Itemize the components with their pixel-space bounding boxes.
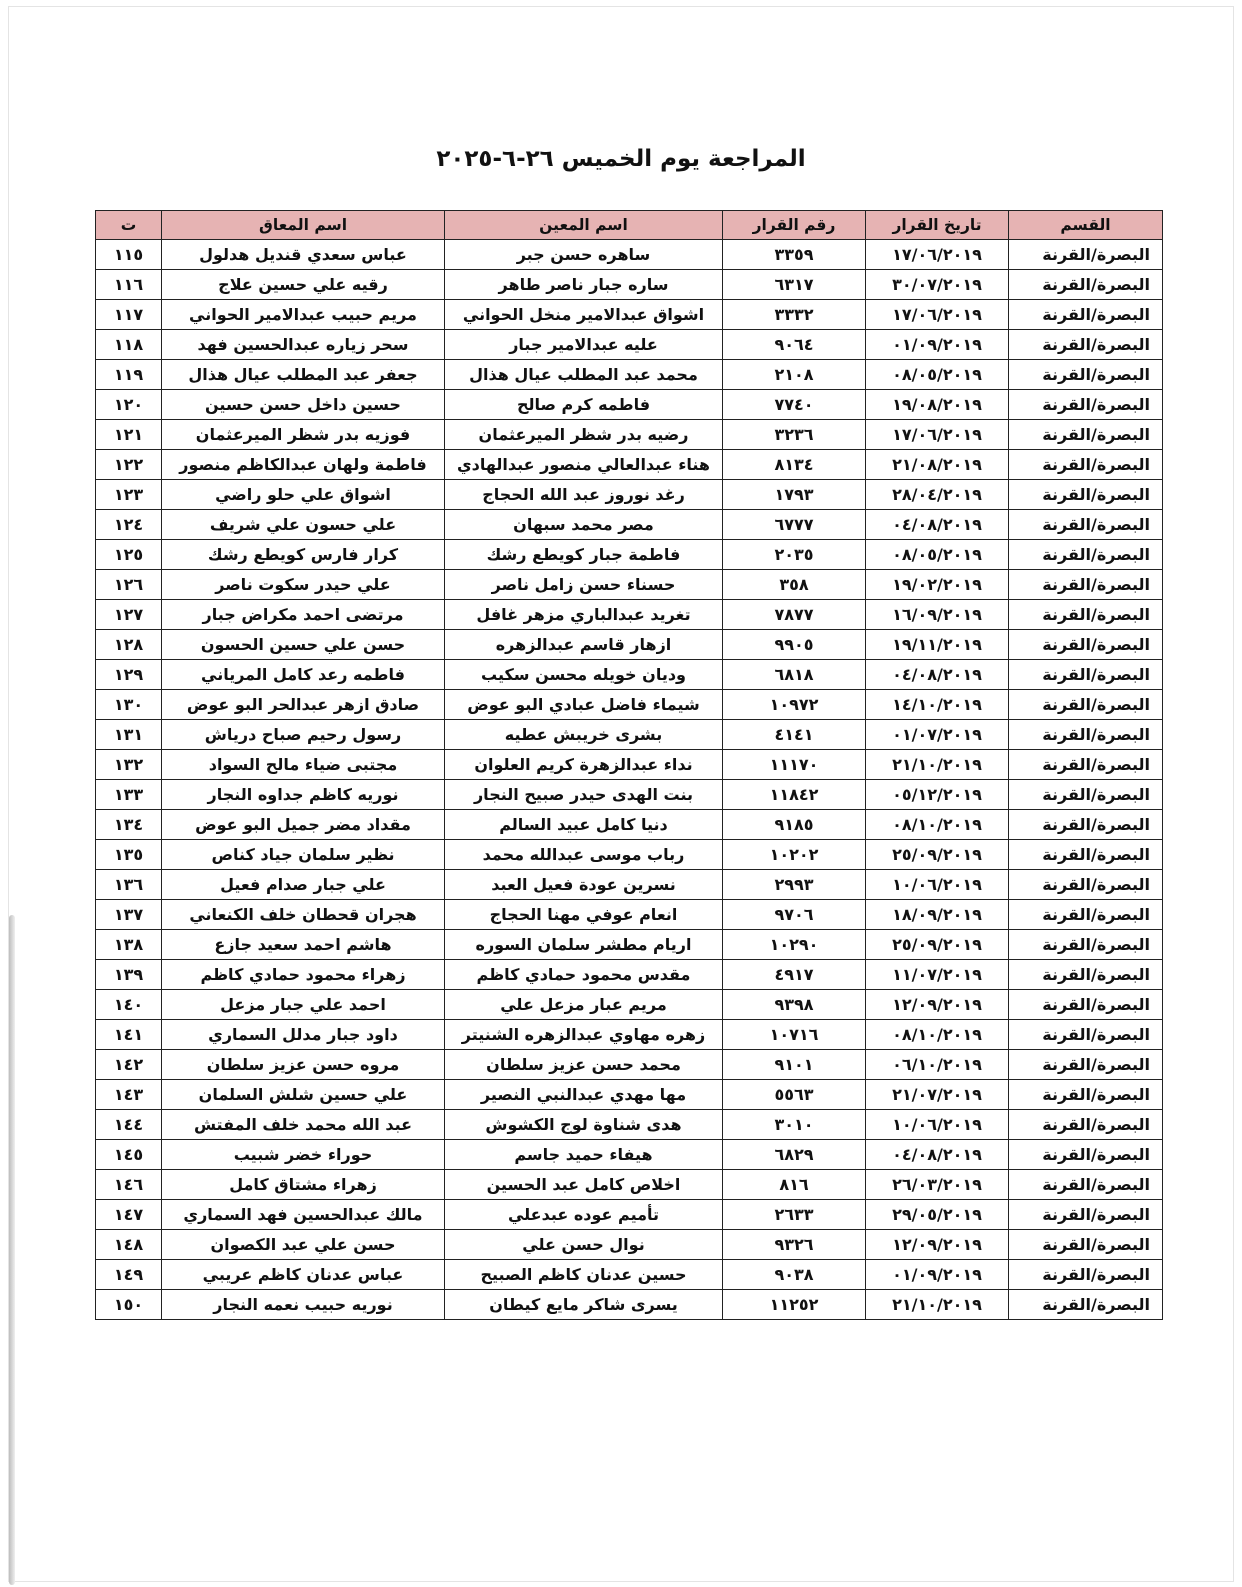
cell-decision-number: ١١١٧٠ bbox=[723, 750, 866, 780]
cell-decision-date: ١٩/٠٨/٢٠١٩ bbox=[866, 390, 1009, 420]
cell-seq: ١١٥ bbox=[96, 240, 162, 270]
cell-helper-name: ساره جبار ناصر طاهر bbox=[445, 270, 723, 300]
cell-disabled-name: هاشم احمد سعيد جازع bbox=[162, 930, 445, 960]
cell-department: البصرة/القرنة bbox=[1009, 1200, 1163, 1230]
header-decision-number: رقم القرار bbox=[723, 211, 866, 240]
cell-department: البصرة/القرنة bbox=[1009, 270, 1163, 300]
cell-decision-date: ٠٨/٠٥/٢٠١٩ bbox=[866, 360, 1009, 390]
table-row bbox=[96, 540, 1163, 570]
cell-seq: ١٣٥ bbox=[96, 840, 162, 870]
cell-decision-number: ٤١٤١ bbox=[723, 720, 866, 750]
cell-decision-date: ١٢/٠٩/٢٠١٩ bbox=[866, 990, 1009, 1020]
cell-seq: ١٣٦ bbox=[96, 870, 162, 900]
table-row bbox=[96, 1080, 1163, 1110]
table-row bbox=[96, 870, 1163, 900]
cell-decision-date: ٠١/٠٩/٢٠١٩ bbox=[866, 1260, 1009, 1290]
cell-disabled-name: زهراء محمود حمادي كاظم bbox=[162, 960, 445, 990]
table-row bbox=[96, 300, 1163, 330]
cell-decision-number: ٩٠٣٨ bbox=[723, 1260, 866, 1290]
cell-department: البصرة/القرنة bbox=[1009, 1080, 1163, 1110]
cell-decision-date: ١٧/٠٦/٢٠١٩ bbox=[866, 300, 1009, 330]
cell-helper-name: حسناء حسن زامل ناصر bbox=[445, 570, 723, 600]
cell-decision-number: ٩٧٠٦ bbox=[723, 900, 866, 930]
cell-decision-date: ٢٥/٠٩/٢٠١٩ bbox=[866, 930, 1009, 960]
cell-helper-name: زهره مهاوي عبدالزهره الشنيتر bbox=[445, 1020, 723, 1050]
cell-decision-number: ١١٢٥٢ bbox=[723, 1290, 866, 1320]
cell-seq: ١٤٨ bbox=[96, 1230, 162, 1260]
cell-disabled-name: علي حسين شلش السلمان bbox=[162, 1080, 445, 1110]
cell-helper-name: رباب موسى عبدالله محمد bbox=[445, 840, 723, 870]
cell-disabled-name: سحر زياره عبدالحسين فهد bbox=[162, 330, 445, 360]
cell-seq: ١١٩ bbox=[96, 360, 162, 390]
cell-disabled-name: داود جبار مدلل السماري bbox=[162, 1020, 445, 1050]
cell-decision-number: ٩٠٦٤ bbox=[723, 330, 866, 360]
cell-decision-number: ١٠٩٧٢ bbox=[723, 690, 866, 720]
cell-decision-date: ١٦/٠٩/٢٠١٩ bbox=[866, 600, 1009, 630]
cell-decision-number: ٩٣٢٦ bbox=[723, 1230, 866, 1260]
cell-helper-name: يسرى شاكر مايع كيطان bbox=[445, 1290, 723, 1320]
table-row bbox=[96, 630, 1163, 660]
cell-decision-date: ٢١/٠٧/٢٠١٩ bbox=[866, 1080, 1009, 1110]
cell-department: البصرة/القرنة bbox=[1009, 930, 1163, 960]
cell-decision-number: ٩١٨٥ bbox=[723, 810, 866, 840]
cell-department: البصرة/القرنة bbox=[1009, 1140, 1163, 1170]
cell-helper-name: انعام عوفي مهنا الحجاج bbox=[445, 900, 723, 930]
table-row bbox=[96, 720, 1163, 750]
table-row bbox=[96, 270, 1163, 300]
cell-seq: ١٣٧ bbox=[96, 900, 162, 930]
cell-decision-number: ٣٥٨ bbox=[723, 570, 866, 600]
cell-disabled-name: علي حيدر سكوت ناصر bbox=[162, 570, 445, 600]
cell-disabled-name: مالك عبدالحسين فهد السماري bbox=[162, 1200, 445, 1230]
cell-helper-name: محمد عبد المطلب عيال هذال bbox=[445, 360, 723, 390]
cell-department: البصرة/القرنة bbox=[1009, 960, 1163, 990]
cell-decision-number: ٤٩١٧ bbox=[723, 960, 866, 990]
table-row bbox=[96, 990, 1163, 1020]
cell-department: البصرة/القرنة bbox=[1009, 870, 1163, 900]
cell-department: البصرة/القرنة bbox=[1009, 900, 1163, 930]
cell-decision-date: ١٩/١١/٢٠١٩ bbox=[866, 630, 1009, 660]
cell-seq: ١٢١ bbox=[96, 420, 162, 450]
cell-disabled-name: هجران قحطان خلف الكنعاني bbox=[162, 900, 445, 930]
cell-decision-date: ٢١/٠٨/٢٠١٩ bbox=[866, 450, 1009, 480]
cell-seq: ١٣٠ bbox=[96, 690, 162, 720]
cell-seq: ١٢٤ bbox=[96, 510, 162, 540]
cell-decision-date: ٢٨/٠٤/٢٠١٩ bbox=[866, 480, 1009, 510]
cell-disabled-name: مقداد مضر جميل البو عوض bbox=[162, 810, 445, 840]
cell-helper-name: اريام مطشر سلمان السوره bbox=[445, 930, 723, 960]
cell-helper-name: شيماء فاضل عبادي البو عوض bbox=[445, 690, 723, 720]
cell-decision-number: ٣٠١٠ bbox=[723, 1110, 866, 1140]
cell-department: البصرة/القرنة bbox=[1009, 660, 1163, 690]
cell-decision-date: ٠٤/٠٨/٢٠١٩ bbox=[866, 660, 1009, 690]
cell-decision-number: ٣٣٣٢ bbox=[723, 300, 866, 330]
cell-decision-date: ٢١/١٠/٢٠١٩ bbox=[866, 750, 1009, 780]
cell-department: البصرة/القرنة bbox=[1009, 360, 1163, 390]
cell-decision-date: ٠٨/١٠/٢٠١٩ bbox=[866, 1020, 1009, 1050]
cell-decision-number: ٨١٣٤ bbox=[723, 450, 866, 480]
table-row bbox=[96, 930, 1163, 960]
cell-seq: ١٤٢ bbox=[96, 1050, 162, 1080]
cell-disabled-name: مروه حسن عزيز سلطان bbox=[162, 1050, 445, 1080]
cell-disabled-name: مجتبى ضياء مالح السواد bbox=[162, 750, 445, 780]
cell-department: البصرة/القرنة bbox=[1009, 1020, 1163, 1050]
cell-seq: ١١٧ bbox=[96, 300, 162, 330]
cell-seq: ١٣٢ bbox=[96, 750, 162, 780]
cell-decision-date: ١٧/٠٦/٢٠١٩ bbox=[866, 240, 1009, 270]
cell-department: البصرة/القرنة bbox=[1009, 390, 1163, 420]
table-header-row bbox=[96, 211, 1163, 240]
cell-disabled-name: كرار فارس كويطع رشك bbox=[162, 540, 445, 570]
cell-helper-name: هناء عبدالعالي منصور عبدالهادي bbox=[445, 450, 723, 480]
cell-helper-name: ازهار قاسم عبدالزهره bbox=[445, 630, 723, 660]
cell-helper-name: عليه عبدالامير جبار bbox=[445, 330, 723, 360]
table-row bbox=[96, 570, 1163, 600]
table-row bbox=[96, 1230, 1163, 1260]
cell-seq: ١٢٢ bbox=[96, 450, 162, 480]
cell-disabled-name: حسن علي عبد الكصوان bbox=[162, 1230, 445, 1260]
cell-disabled-name: جعفر عبد المطلب عيال هذال bbox=[162, 360, 445, 390]
cell-helper-name: هيفاء حميد جاسم bbox=[445, 1140, 723, 1170]
cell-seq: ١٣٤ bbox=[96, 810, 162, 840]
cell-department: البصرة/القرنة bbox=[1009, 1230, 1163, 1260]
table-row bbox=[96, 1200, 1163, 1230]
cell-decision-date: ٠١/٠٩/٢٠١٩ bbox=[866, 330, 1009, 360]
cell-decision-number: ٦٣١٧ bbox=[723, 270, 866, 300]
cell-decision-number: ٣٢٣٦ bbox=[723, 420, 866, 450]
cell-disabled-name: احمد علي جبار مزعل bbox=[162, 990, 445, 1020]
header-seq: ت bbox=[96, 211, 162, 240]
cell-disabled-name: رقيه علي حسين علاج bbox=[162, 270, 445, 300]
cell-department: البصرة/القرنة bbox=[1009, 1110, 1163, 1140]
cell-helper-name: بشرى خريبش عطيه bbox=[445, 720, 723, 750]
cell-decision-date: ٢٦/٠٣/٢٠١٩ bbox=[866, 1170, 1009, 1200]
cell-decision-number: ٧٧٤٠ bbox=[723, 390, 866, 420]
cell-department: البصرة/القرنة bbox=[1009, 990, 1163, 1020]
cell-decision-date: ١٧/٠٦/٢٠١٩ bbox=[866, 420, 1009, 450]
cell-department: البصرة/القرنة bbox=[1009, 540, 1163, 570]
cell-disabled-name: نوريه كاظم جداوه النجار bbox=[162, 780, 445, 810]
cell-decision-date: ١٠/٠٦/٢٠١٩ bbox=[866, 1110, 1009, 1140]
cell-department: البصرة/القرنة bbox=[1009, 1050, 1163, 1080]
cell-decision-number: ٣٣٥٩ bbox=[723, 240, 866, 270]
cell-decision-date: ١١/٠٧/٢٠١٩ bbox=[866, 960, 1009, 990]
table-row bbox=[96, 390, 1163, 420]
cell-seq: ١٢٣ bbox=[96, 480, 162, 510]
cell-decision-number: ١٠٧١٦ bbox=[723, 1020, 866, 1050]
cell-decision-number: ١٧٩٣ bbox=[723, 480, 866, 510]
cell-helper-name: بنت الهدى حيدر صبيح النجار bbox=[445, 780, 723, 810]
cell-disabled-name: عباس سعدي قنديل هدلول bbox=[162, 240, 445, 270]
table-row bbox=[96, 510, 1163, 540]
review-table bbox=[95, 210, 1163, 1320]
table-row bbox=[96, 780, 1163, 810]
cell-decision-number: ١٠٢٠٢ bbox=[723, 840, 866, 870]
table-row bbox=[96, 420, 1163, 450]
cell-seq: ١٢٠ bbox=[96, 390, 162, 420]
cell-department: البصرة/القرنة bbox=[1009, 1260, 1163, 1290]
table-row bbox=[96, 810, 1163, 840]
cell-disabled-name: علي جبار صدام فعيل bbox=[162, 870, 445, 900]
cell-helper-name: مصر محمد سبهان bbox=[445, 510, 723, 540]
table-row bbox=[96, 330, 1163, 360]
cell-seq: ١٣١ bbox=[96, 720, 162, 750]
cell-helper-name: هدى شناوة لوج الكشوش bbox=[445, 1110, 723, 1140]
cell-decision-number: ٢٦٣٣ bbox=[723, 1200, 866, 1230]
header-helper-name: اسم المعين bbox=[445, 211, 723, 240]
cell-helper-name: نوال حسن علي bbox=[445, 1230, 723, 1260]
cell-helper-name: ساهره حسن جبر bbox=[445, 240, 723, 270]
cell-disabled-name: رسول رحيم صباح درياش bbox=[162, 720, 445, 750]
cell-helper-name: اخلاص كامل عبد الحسين bbox=[445, 1170, 723, 1200]
cell-department: البصرة/القرنة bbox=[1009, 1290, 1163, 1320]
cell-helper-name: دنيا كامل عبيد السالم bbox=[445, 810, 723, 840]
cell-disabled-name: علي حسون علي شريف bbox=[162, 510, 445, 540]
cell-helper-name: محمد حسن عزيز سلطان bbox=[445, 1050, 723, 1080]
cell-helper-name: نسرين عودة فعيل العبد bbox=[445, 870, 723, 900]
cell-helper-name: تغريد عبدالباري مزهر غافل bbox=[445, 600, 723, 630]
cell-seq: ١٣٨ bbox=[96, 930, 162, 960]
table-row bbox=[96, 1110, 1163, 1140]
cell-seq: ١٣٣ bbox=[96, 780, 162, 810]
cell-disabled-name: زهراء مشتاق كامل bbox=[162, 1170, 445, 1200]
cell-decision-number: ٢٠٣٥ bbox=[723, 540, 866, 570]
cell-decision-date: ٢٥/٠٩/٢٠١٩ bbox=[866, 840, 1009, 870]
table-row bbox=[96, 690, 1163, 720]
cell-disabled-name: عبد الله محمد خلف المفتش bbox=[162, 1110, 445, 1140]
cell-decision-number: ١١٨٤٢ bbox=[723, 780, 866, 810]
cell-helper-name: وديان خويله محسن سكيب bbox=[445, 660, 723, 690]
cell-seq: ١٢٧ bbox=[96, 600, 162, 630]
cell-decision-number: ٩١٠١ bbox=[723, 1050, 866, 1080]
cell-disabled-name: فاطمه رعد كامل المرياني bbox=[162, 660, 445, 690]
cell-decision-number: ٦٧٧٧ bbox=[723, 510, 866, 540]
cell-disabled-name: فوزيه بدر شظر الميرعثمان bbox=[162, 420, 445, 450]
cell-seq: ١٢٦ bbox=[96, 570, 162, 600]
cell-decision-date: ٠٨/٠٥/٢٠١٩ bbox=[866, 540, 1009, 570]
cell-decision-number: ١٠٢٩٠ bbox=[723, 930, 866, 960]
cell-department: البصرة/القرنة bbox=[1009, 840, 1163, 870]
cell-seq: ١٤٧ bbox=[96, 1200, 162, 1230]
cell-disabled-name: فاطمة ولهان عبدالكاظم منصور bbox=[162, 450, 445, 480]
cell-helper-name: فاطمه كرم صالح bbox=[445, 390, 723, 420]
cell-department: البصرة/القرنة bbox=[1009, 630, 1163, 660]
cell-disabled-name: حسن علي حسين الحسون bbox=[162, 630, 445, 660]
cell-seq: ١٤٩ bbox=[96, 1260, 162, 1290]
cell-seq: ١٢٩ bbox=[96, 660, 162, 690]
cell-seq: ١١٨ bbox=[96, 330, 162, 360]
cell-decision-number: ٢٩٩٣ bbox=[723, 870, 866, 900]
table-row bbox=[96, 240, 1163, 270]
cell-department: البصرة/القرنة bbox=[1009, 1170, 1163, 1200]
cell-seq: ١١٦ bbox=[96, 270, 162, 300]
cell-decision-date: ٠٦/١٠/٢٠١٩ bbox=[866, 1050, 1009, 1080]
cell-decision-date: ٢١/١٠/٢٠١٩ bbox=[866, 1290, 1009, 1320]
table-row bbox=[96, 1290, 1163, 1320]
cell-disabled-name: صادق ازهر عبدالحر البو عوض bbox=[162, 690, 445, 720]
cell-seq: ١٤١ bbox=[96, 1020, 162, 1050]
table-row bbox=[96, 1140, 1163, 1170]
cell-helper-name: مها مهدي عبدالنبي النصير bbox=[445, 1080, 723, 1110]
cell-seq: ١٤٣ bbox=[96, 1080, 162, 1110]
cell-seq: ١٤٦ bbox=[96, 1170, 162, 1200]
cell-department: البصرة/القرنة bbox=[1009, 480, 1163, 510]
cell-department: البصرة/القرنة bbox=[1009, 720, 1163, 750]
cell-department: البصرة/القرنة bbox=[1009, 690, 1163, 720]
table-row bbox=[96, 900, 1163, 930]
table-row bbox=[96, 750, 1163, 780]
cell-department: البصرة/القرنة bbox=[1009, 330, 1163, 360]
scrollbar[interactable] bbox=[9, 915, 15, 1585]
cell-decision-date: ١٨/٠٩/٢٠١٩ bbox=[866, 900, 1009, 930]
cell-decision-date: ١٠/٠٦/٢٠١٩ bbox=[866, 870, 1009, 900]
table-row bbox=[96, 840, 1163, 870]
cell-helper-name: حسين عدنان كاظم الصبيح bbox=[445, 1260, 723, 1290]
cell-decision-number: ٩٣٩٨ bbox=[723, 990, 866, 1020]
cell-seq: ١٤٥ bbox=[96, 1140, 162, 1170]
cell-department: البصرة/القرنة bbox=[1009, 810, 1163, 840]
cell-disabled-name: اشواق علي حلو راضي bbox=[162, 480, 445, 510]
cell-decision-date: ٠٤/٠٨/٢٠١٩ bbox=[866, 1140, 1009, 1170]
cell-department: البصرة/القرنة bbox=[1009, 300, 1163, 330]
cell-decision-date: ٢٩/٠٥/٢٠١٩ bbox=[866, 1200, 1009, 1230]
table-row bbox=[96, 450, 1163, 480]
cell-department: البصرة/القرنة bbox=[1009, 510, 1163, 540]
table-body bbox=[96, 240, 1163, 1320]
table-row bbox=[96, 1170, 1163, 1200]
cell-department: البصرة/القرنة bbox=[1009, 450, 1163, 480]
cell-decision-number: ٧٨٧٧ bbox=[723, 600, 866, 630]
cell-decision-number: ٦٨٢٩ bbox=[723, 1140, 866, 1170]
cell-seq: ١٢٥ bbox=[96, 540, 162, 570]
cell-decision-date: ٣٠/٠٧/٢٠١٩ bbox=[866, 270, 1009, 300]
cell-decision-number: ٥٥٦٣ bbox=[723, 1080, 866, 1110]
cell-disabled-name: مرتضى احمد مكراض جبار bbox=[162, 600, 445, 630]
page-title: المراجعة يوم الخميس ٢٦-٦-٢٠٢٥ bbox=[436, 146, 806, 172]
cell-decision-date: ١٤/١٠/٢٠١٩ bbox=[866, 690, 1009, 720]
cell-disabled-name: مريم حبيب عبدالامير الحواني bbox=[162, 300, 445, 330]
cell-helper-name: فاطمة جبار كويطع رشك bbox=[445, 540, 723, 570]
cell-disabled-name: عباس عدنان كاظم عريبي bbox=[162, 1260, 445, 1290]
cell-decision-date: ٠٨/١٠/٢٠١٩ bbox=[866, 810, 1009, 840]
table-row bbox=[96, 600, 1163, 630]
cell-department: البصرة/القرنة bbox=[1009, 420, 1163, 450]
header-disabled-name: اسم المعاق bbox=[162, 211, 445, 240]
cell-decision-date: ٠٥/١٢/٢٠١٩ bbox=[866, 780, 1009, 810]
table-row bbox=[96, 660, 1163, 690]
cell-helper-name: رغد نوروز عبد الله الحجاج bbox=[445, 480, 723, 510]
cell-seq: ١٣٩ bbox=[96, 960, 162, 990]
cell-disabled-name: حوراء خضر شبيب bbox=[162, 1140, 445, 1170]
cell-decision-date: ٠١/٠٧/٢٠١٩ bbox=[866, 720, 1009, 750]
cell-decision-number: ٨١٦ bbox=[723, 1170, 866, 1200]
cell-seq: ١٢٨ bbox=[96, 630, 162, 660]
cell-helper-name: نداء عبدالزهرة كريم العلوان bbox=[445, 750, 723, 780]
cell-decision-date: ١٩/٠٢/٢٠١٩ bbox=[866, 570, 1009, 600]
cell-disabled-name: نظير سلمان جياد كناص bbox=[162, 840, 445, 870]
cell-department: البصرة/القرنة bbox=[1009, 750, 1163, 780]
cell-disabled-name: حسين داخل حسن حسين bbox=[162, 390, 445, 420]
cell-disabled-name: نوريه حبيب نعمه النجار bbox=[162, 1290, 445, 1320]
table-row bbox=[96, 1020, 1163, 1050]
header-decision-date: تاريخ القرار bbox=[866, 211, 1009, 240]
cell-seq: ١٤٤ bbox=[96, 1110, 162, 1140]
cell-decision-number: ٦٨١٨ bbox=[723, 660, 866, 690]
cell-department: البصرة/القرنة bbox=[1009, 240, 1163, 270]
cell-helper-name: رضيه بدر شظر الميرعثمان bbox=[445, 420, 723, 450]
header-department: القسم bbox=[1009, 211, 1163, 240]
cell-seq: ١٤٠ bbox=[96, 990, 162, 1020]
cell-decision-number: ٩٩٠٥ bbox=[723, 630, 866, 660]
cell-decision-date: ١٢/٠٩/٢٠١٩ bbox=[866, 1230, 1009, 1260]
cell-department: البصرة/القرنة bbox=[1009, 570, 1163, 600]
cell-helper-name: تأميم عوده عبدعلي bbox=[445, 1200, 723, 1230]
table-row bbox=[96, 480, 1163, 510]
cell-helper-name: اشواق عبدالامير منخل الحواني bbox=[445, 300, 723, 330]
cell-helper-name: مقدس محمود حمادي كاظم bbox=[445, 960, 723, 990]
table-row bbox=[96, 1050, 1163, 1080]
cell-department: البصرة/القرنة bbox=[1009, 780, 1163, 810]
cell-decision-number: ٢١٠٨ bbox=[723, 360, 866, 390]
cell-department: البصرة/القرنة bbox=[1009, 600, 1163, 630]
cell-decision-date: ٠٤/٠٨/٢٠١٩ bbox=[866, 510, 1009, 540]
table-row bbox=[96, 360, 1163, 390]
table-row bbox=[96, 1260, 1163, 1290]
cell-helper-name: مريم عبار مزعل علي bbox=[445, 990, 723, 1020]
cell-seq: ١٥٠ bbox=[96, 1290, 162, 1320]
table-row bbox=[96, 960, 1163, 990]
